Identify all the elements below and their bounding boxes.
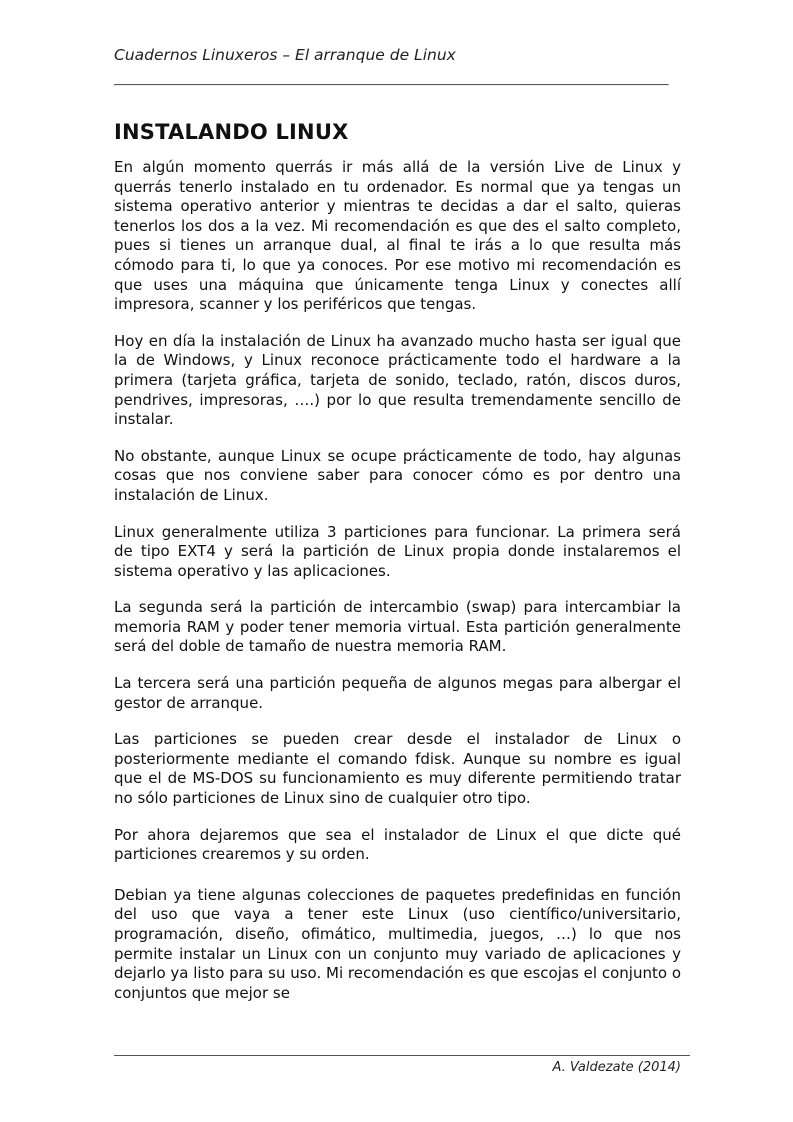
footer-author: A. Valdezate (2014) (552, 1060, 681, 1075)
paragraph-7: Las particiones se pueden crear desde el instalador de Linux o posteriormente mediante el comando fdisk. Aunque su nombre es igual que el de MS-DOS su funcionamiento es muy diferente permitiendo tratar no sólo particiones de Linux sino de cualquier otro tipo. (114, 730, 681, 808)
paragraph-3: No obstante, aunque Linux se ocupe prácticamente de todo, hay algunas cosas que nos conviene saber para conocer cómo es por dentro una instalación de Linux. (114, 446, 681, 504)
page-content (114, 120, 681, 1020)
paragraph-8: Por ahora dejaremos que sea el instalador de Linux el que dicte qué particiones crearemos y su orden. (114, 825, 681, 864)
paragraph-1: En algún momento querrás ir más allá de la versión Live de Linux y querrás tenerlo instalado en tu ordenador. Es normal que ya tengas un sistema operativo anterior y mientras te decidas a dar el salto, quieras tenerlos los dos a la vez. Mi recomendación es que des el salto completo, pues si tienes un arranque dual, al final te irás a lo que resulta más cómodo para ti, lo que ya conoces. Por ese motivo mi recomendación es que uses una máquina que únicamente tenga Linux y conectes allí impresora, scanner y los periféricos que tengas. (114, 158, 681, 314)
paragraph-4: Linux generalmente utiliza 3 particiones para funcionar. La primera será de tipo EXT4 y será la partición de Linux propia donde instalaremos el sistema operativo y las aplicaciones. (114, 522, 681, 580)
paragraph-5: La segunda será la partición de intercambio (swap) para intercambiar la memoria RAM y poder tener memoria virtual. Esta partición generalmente será del doble de tamaño de nuestra memoria RAM. (114, 598, 681, 656)
footer-divider (114, 1055, 690, 1056)
paragraph-6: La tercera será una partición pequeña de algunos megas para albergar el gestor de arranque. (114, 674, 681, 712)
paragraph-2: Hoy en día la instalación de Linux ha avanzado mucho hasta ser igual que la de Windows, y Linux reconoce prácticamente todo el hardware a la primera (tarjeta gráfica, tarjeta de sonido, teclado, ratón, discos duros, pendrives, impresoras, ….) por lo que resulta tremendamente sencillo de instalar. (114, 331, 681, 429)
section-heading: INSTALANDO LINUX (114, 120, 349, 144)
paragraph-9: Debian ya tiene algunas colecciones de paquetes predefinidas en función del uso que vaya a tener este Linux (uso científico/universitario, programación, diseño, ofimático, multimedia, juegos, …) lo que nos permite instalar un Linux con un conjunto muy variado de aplicaciones y dejarlo ya listo para su uso. Mi recomendación es que escojas el conjunto o conjuntos que mejor se (114, 885, 681, 1002)
header-divider (114, 84, 669, 86)
running-header-title: Cuadernos Linuxeros – El arranque de Linux (114, 46, 456, 64)
